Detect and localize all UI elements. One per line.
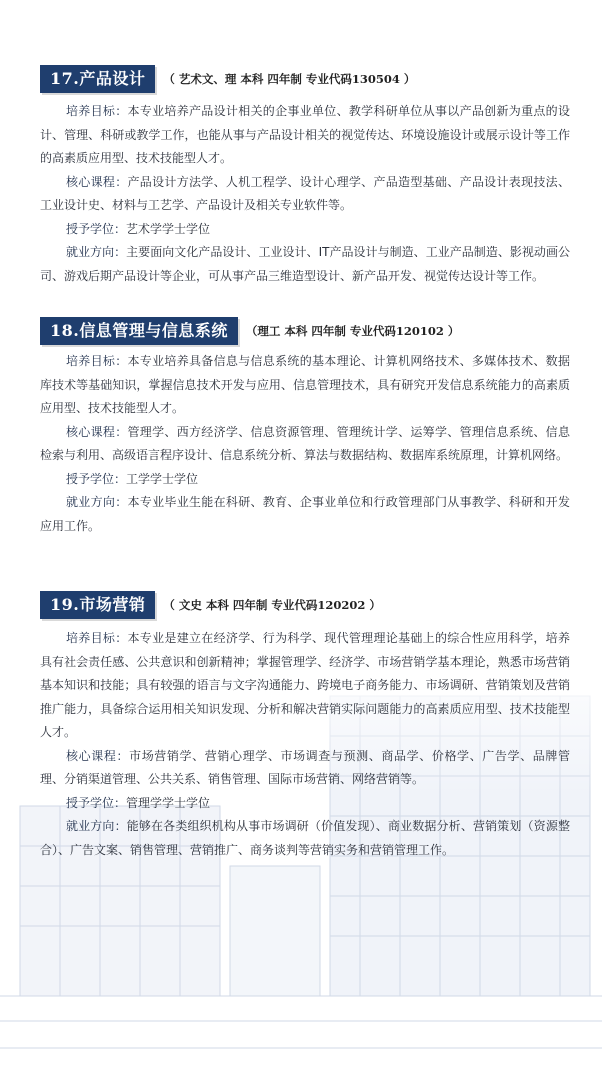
courses-paragraph bbox=[40, 421, 570, 468]
major-meta: （ 艺术文、理 本科 四年制 专业代码130504 ） bbox=[163, 72, 416, 86]
courses-label: 核心课程： bbox=[66, 424, 128, 439]
degree-paragraph bbox=[40, 792, 570, 816]
objective-paragraph bbox=[40, 350, 570, 421]
courses-label: 核心课程： bbox=[66, 174, 128, 189]
courses-text: 管理学、西方经济学、信息资源管理、管理统计学、运筹学、管理信息系统、信息检索与利用、高级语言程序设计、信息系统分析、算法与数据结构、数据库系统原理，计算机网络。 bbox=[40, 424, 570, 462]
objective-paragraph bbox=[40, 100, 570, 171]
major-title-badge: 18.信息管理与信息系统 bbox=[40, 317, 238, 345]
career-text: 主要面向文化产品设计、工业设计、IT产品设计与制造、工业产品制造、影视动画公司、游戏后期产品设计等企业，可从事产品三维造型设计、新产品开发、视觉传达设计等工作。 bbox=[40, 245, 570, 283]
career-text: 能够在各类组织机构从事市场调研（价值发现）、商业数据分析、营销策划（资源整合）、广告文案、销售管理、营销推广、商务谈判等营销实务和营销管理工作。 bbox=[40, 819, 570, 857]
courses-label: 核心课程： bbox=[66, 748, 130, 763]
career-label: 就业方向： bbox=[66, 245, 127, 259]
section-header bbox=[40, 590, 570, 620]
degree-label: 授予学位： bbox=[66, 795, 127, 810]
objective-text: 本专业是建立在经济学、行为科学、现代管理理论基础上的综合性应用科学，培养具有社会责任感、公共意识和创新精神；掌握管理学、经济学、市场营销学基本理论，熟悉市场营销基本知识和技能；具有较强的语言与文字沟通能力、跨境电子商务能力、市场调研、营销策划及营销推广能力，具备综合运用相关知识发现、分析和解决营销实际问题能力的高素质应用型、技术技能型人才。 bbox=[40, 631, 570, 739]
major-section-marketing bbox=[40, 590, 570, 862]
objective-label: 培养目标： bbox=[66, 354, 128, 368]
degree-text: 艺术学学士学位 bbox=[126, 221, 211, 236]
career-paragraph bbox=[40, 241, 570, 288]
degree-label: 授予学位： bbox=[66, 471, 127, 486]
degree-label: 授予学位： bbox=[66, 221, 127, 236]
major-title-badge: 17.产品设计 bbox=[40, 65, 155, 93]
objective-paragraph bbox=[40, 627, 570, 745]
career-paragraph bbox=[40, 491, 570, 538]
career-label: 就业方向： bbox=[66, 495, 128, 509]
objective-text: 本专业培养具备信息与信息系统的基本理论、计算机网络技术、多媒体技术、数据库技术等基础知识，掌握信息技术开发与应用、信息管理技术，具有研究开发信息系统能力的高素质应用型、技术技能型人才。 bbox=[40, 354, 570, 415]
degree-paragraph bbox=[40, 218, 570, 242]
section-header bbox=[40, 316, 570, 346]
objective-label: 培养目标： bbox=[66, 631, 128, 645]
career-paragraph bbox=[40, 815, 570, 862]
major-section-information-management bbox=[40, 316, 570, 538]
major-section-product-design bbox=[40, 64, 570, 288]
degree-text: 工学学士学位 bbox=[126, 471, 199, 486]
major-title-badge: 19.市场营销 bbox=[40, 591, 155, 619]
career-label: 就业方向： bbox=[66, 819, 127, 833]
courses-paragraph bbox=[40, 745, 570, 792]
section-body bbox=[40, 627, 570, 862]
section-header bbox=[40, 64, 570, 94]
major-meta: （理工 本科 四年制 专业代码120102 ） bbox=[245, 324, 460, 338]
major-meta: （ 文史 本科 四年制 专业代码120202 ） bbox=[163, 598, 381, 612]
degree-text: 管理学学士学位 bbox=[126, 795, 211, 810]
section-body bbox=[40, 350, 570, 538]
objective-text: 本专业培养产品设计相关的企事业单位、教学科研单位从事以产品创新为重点的设计、管理、科研或教学工作，也能从事与产品设计相关的视觉传达、环境设施设计或展示设计等工作的高素质应用型、技术技能型人才。 bbox=[40, 104, 570, 165]
degree-paragraph bbox=[40, 468, 570, 492]
section-body bbox=[40, 100, 570, 288]
objective-label: 培养目标： bbox=[66, 104, 128, 118]
courses-text: 产品设计方法学、人机工程学、设计心理学、产品造型基础、产品设计表现技法、工业设计史、材料与工艺学、产品设计及相关专业软件等。 bbox=[40, 174, 570, 212]
courses-text: 市场营销学、营销心理学、市场调查与预测、商品学、价格学、广告学、品牌管理、分销渠道管理、公共关系、销售管理、国际市场营销、网络营销等。 bbox=[40, 748, 570, 786]
courses-paragraph bbox=[40, 171, 570, 218]
career-text: 本专业毕业生能在科研、教育、企事业单位和行政管理部门从事教学、科研和开发应用工作。 bbox=[40, 495, 570, 533]
